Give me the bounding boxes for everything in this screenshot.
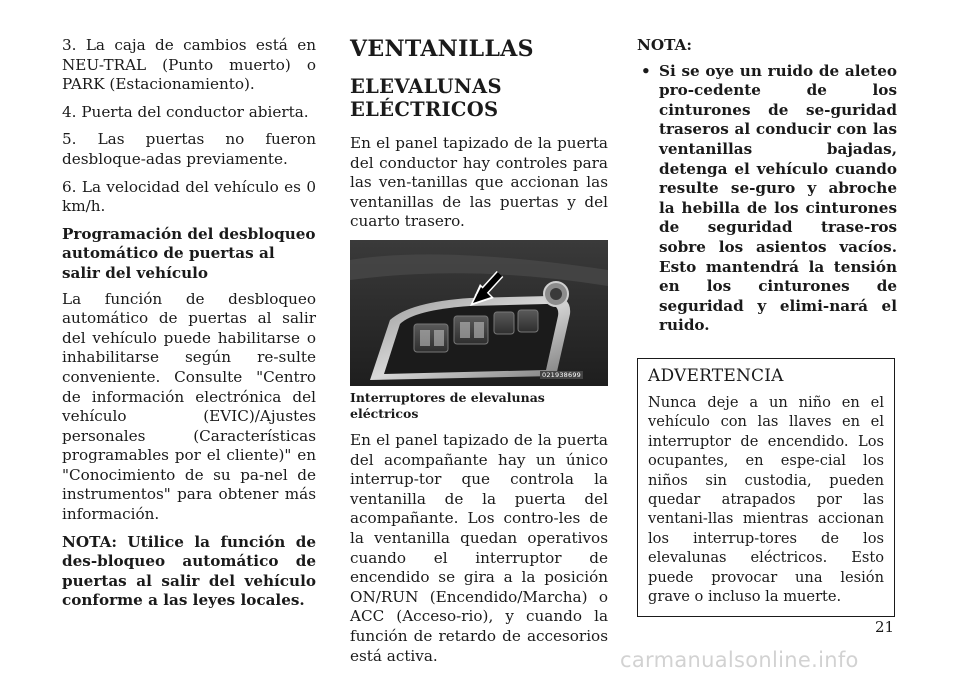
list-item-6: 6. La velocidad del vehículo es 0 km/h. — [62, 177, 316, 216]
warning-title: ADVERTENCIA — [648, 365, 784, 386]
column-left — [62, 36, 316, 611]
note-bullet — [637, 62, 897, 336]
section-heading: VENTANILLAS — [350, 36, 534, 62]
door-panel-illustration — [350, 240, 608, 386]
section-subheading: Programación del desbloqueo automático de puertas al salir del vehículo — [62, 224, 316, 282]
column-right — [637, 36, 897, 617]
list-item-4: 4. Puerta del conductor abierta. — [62, 102, 309, 121]
list-item-3: 3. La caja de cambios está en NEU-TRAL (Punto muerto) o PARK (Estacionamiento). — [62, 36, 316, 94]
warning-text: Nunca deje a un niño en el vehículo con las llaves en el interruptor de encendido. Los ocupantes, en espe-cial los niños sin custodia, pueden quedar atrapados por las ventani-llas mientras accionan los interrup-tores de los elevalunas eléctricos. Esto puede provocar una lesión grave o incluso la muerte. — [648, 393, 884, 605]
note-heading: NOTA: — [637, 36, 692, 54]
bullet-text: Si se oye un ruido de aleteo pro-cedente de los cinturones de se-guridad traseros al conducir con las ventanillas bajadas, detenga el vehículo cuando resulte se-guro y abroche la hebilla de los cinturones de seguridad trase-ros sobre los asientos vacíos. Esto mantendrá la tensión en los cinturones de seguridad y elimi-nará el ruido. — [659, 61, 897, 335]
body-paragraph: La función de desbloqueo automático de puertas al salir del vehículo puede habilitarse o inhabilitarse según re-sulte conveniente. Consulte "Centro de información electrónica del vehículo (EVIC)/Ajustes personales (Características programables por el cliente)" en "Conocimiento de su pa-nel de instrumentos" para obtener más información. — [62, 289, 316, 524]
warning-box — [637, 358, 895, 617]
body-paragraph: En el panel tapizado de la puerta del acompañante hay un único interrup-tor que controla la ventanilla de la puerta del acompañante. Los contro-les de la ventanilla quedan operativos cuando el interruptor de encendido se gira a la posición ON/RUN (Encendido/Marcha) o ACC (Acceso-rio), y cuando la función de retardo de accesorios está activa. — [350, 430, 608, 665]
intro-paragraph: En el panel tapizado de la puerta del conductor hay controles para las ven-tanillas que accionan las ventanillas de las puertas y del cuarto trasero. — [350, 134, 608, 231]
list-item-5: 5. Las puertas no fueron desbloque-adas previamente. — [62, 130, 316, 168]
page-number: 21 — [875, 618, 895, 636]
window-switch-photo — [350, 240, 608, 386]
bullet-icon: • — [641, 61, 651, 80]
figure-code: 021938699 — [542, 370, 582, 379]
watermark: carmanualsonline.info — [620, 648, 859, 672]
figure-caption: Interruptores de elevalunas eléctricos — [350, 389, 545, 421]
column-middle — [350, 36, 608, 674]
subsection-heading: ELEVALUNAS ELÉCTRICOS — [350, 75, 502, 121]
note-paragraph: NOTA: Utilice la función de des-bloqueo automático de puertas al salir del vehículo conforme a las leyes locales. — [62, 532, 316, 610]
